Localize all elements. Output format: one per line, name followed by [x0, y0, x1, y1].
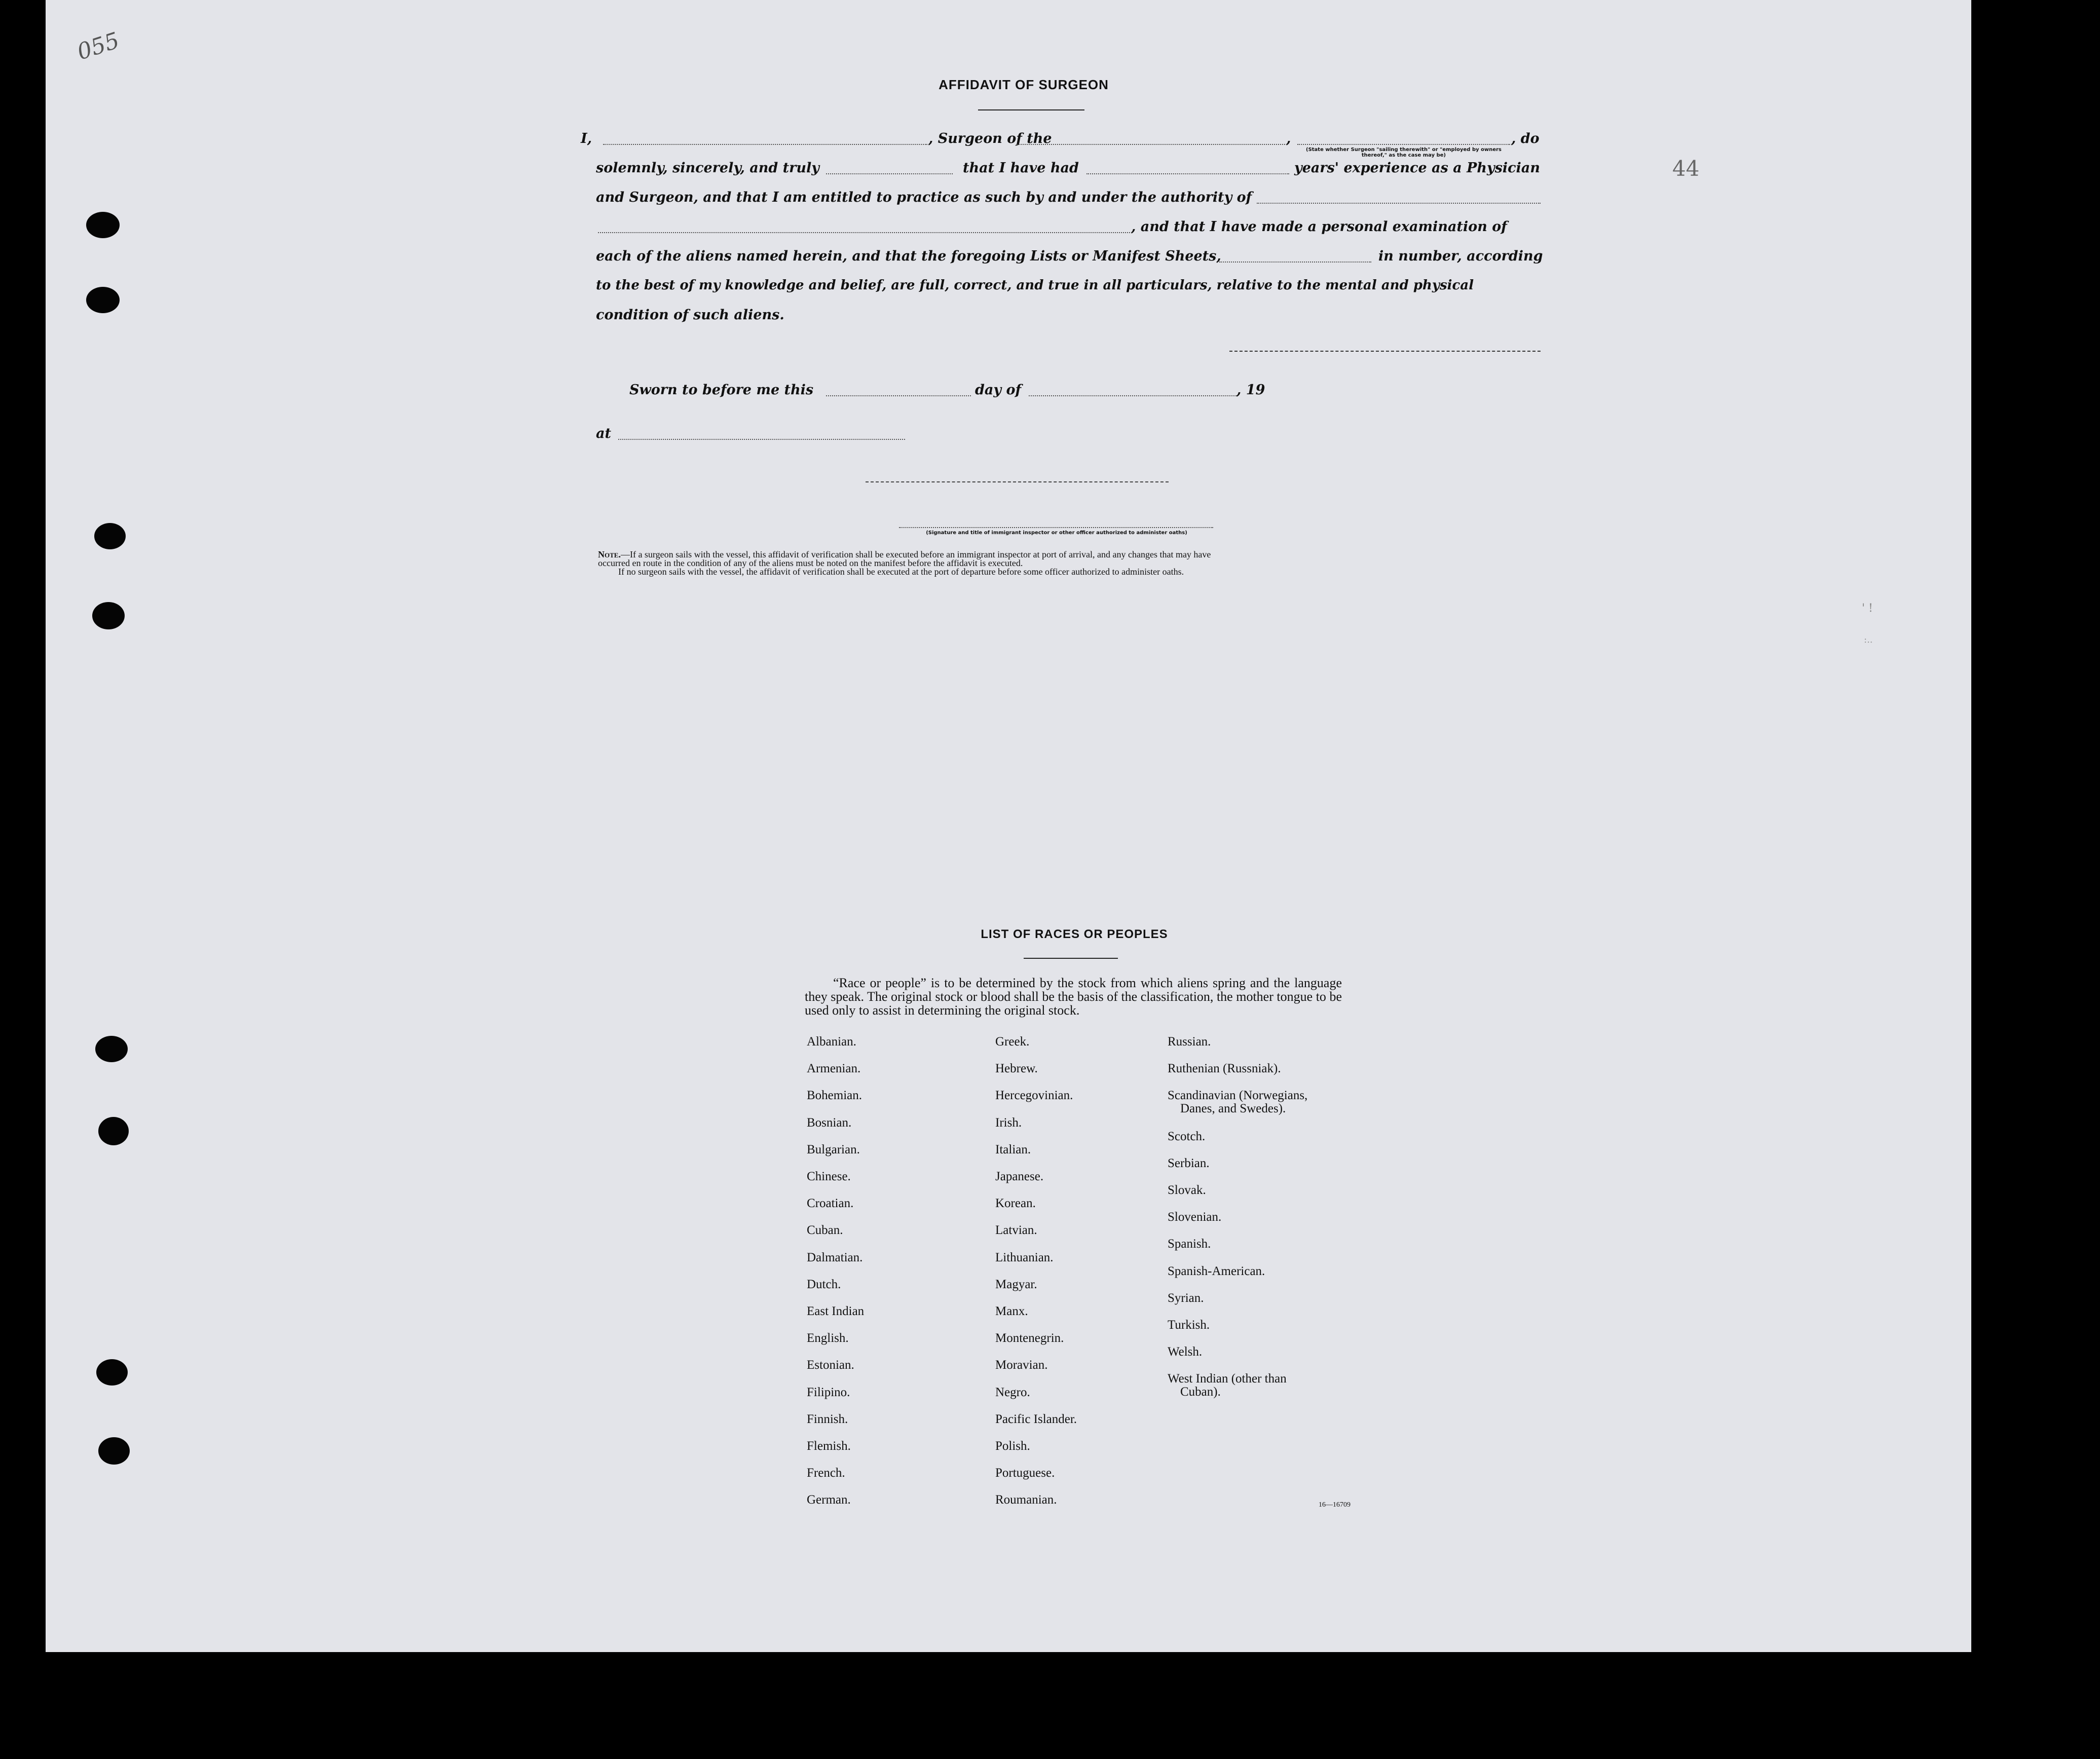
race-item: Syrian.	[1168, 1291, 1204, 1305]
punch-hole	[95, 1036, 128, 1062]
affidavit-line-2-start: solemnly, sincerely, and truly	[596, 160, 819, 176]
race-item: Bulgarian.	[807, 1142, 860, 1156]
race-item: Irish.	[995, 1115, 1022, 1130]
form-number: 16—16709	[1319, 1501, 1351, 1509]
race-item: Magyar.	[995, 1277, 1037, 1291]
race-item: Croatian.	[807, 1196, 854, 1211]
capacity-field-note: (State whether Surgeon "sailing therewith" or "employed by owners thereof," as the case may be)	[1306, 147, 1502, 158]
margin-mark: ' !	[1862, 602, 1873, 615]
race-item: Bohemian.	[807, 1089, 863, 1103]
race-item: Dutch.	[807, 1277, 841, 1291]
race-item: Hercegovinian.	[995, 1089, 1073, 1103]
race-item: Albanian.	[807, 1035, 856, 1049]
race-item: Moravian.	[995, 1358, 1048, 1372]
race-item: West Indian (other than Cuban).	[1168, 1372, 1287, 1399]
race-item: Cuban.	[807, 1223, 843, 1238]
affidavit-title: AFFIDAVIT OF SURGEON	[939, 77, 1109, 92]
race-item: Slovak.	[1168, 1183, 1206, 1197]
races-intro: “Race or people” is to be determined by the stock from which aliens spring and the language they speak. The original stock or blood shall be the basis of the classification, the mother tongue to be used only to assist in determining the original stock.	[805, 976, 1342, 1018]
sworn-day-field	[826, 395, 971, 396]
affidavit-line-6: to the best of my knowledge and belief, are full, correct, and true in all particulars, relative to the mental and physical	[596, 278, 1474, 293]
race-item: East Indian	[807, 1304, 865, 1318]
affidavit-line-2-end: years' experience as a Physician	[1294, 160, 1540, 176]
race-item: Hebrew.	[995, 1062, 1038, 1076]
race-item: Roumanian.	[995, 1493, 1057, 1507]
affidavit-line-7: condition of such aliens.	[596, 307, 784, 323]
affidavit-line-1-comma: ,	[1286, 131, 1291, 146]
sheets-count-field	[1219, 261, 1371, 263]
race-item: German.	[807, 1493, 851, 1507]
oath-field	[826, 173, 953, 174]
document-page	[46, 0, 1971, 1652]
sworn-year: , 19	[1236, 382, 1265, 398]
race-item: Lithuanian.	[995, 1250, 1054, 1264]
race-item: Polish.	[995, 1439, 1030, 1453]
capacity-field	[1297, 144, 1510, 145]
race-item: Spanish-American.	[1168, 1264, 1265, 1278]
affidavit-line-4: , and that I have made a personal examination of	[1131, 219, 1507, 235]
punch-hole	[92, 602, 125, 629]
margin-mark: :..	[1864, 634, 1873, 645]
punch-hole	[86, 287, 120, 313]
race-item: Welsh.	[1168, 1345, 1203, 1359]
race-item: Finnish.	[807, 1412, 848, 1426]
races-title-underline	[1024, 958, 1118, 959]
signature-caption: (Signature and title of immigrant inspector or other officer authorized to administer oaths)	[926, 530, 1187, 536]
race-item: Japanese.	[995, 1170, 1044, 1183]
race-item: Armenian.	[807, 1062, 861, 1076]
at-label: at	[596, 426, 611, 441]
race-item: Bosnian.	[807, 1115, 852, 1130]
punch-hole	[94, 523, 126, 549]
surgeon-signature-line	[1229, 351, 1541, 352]
race-item: Italian.	[995, 1142, 1031, 1156]
sworn-text: Sworn to before me this	[629, 382, 814, 398]
affidavit-note	[598, 550, 1546, 576]
note-text-1: —If a surgeon sails with the vessel, this affidavit of verification shall be executed before an immigrant inspector at port of arrival, and any changes that may have	[620, 549, 1211, 559]
race-item: Montenegrin.	[995, 1331, 1064, 1345]
sworn-month-field	[1029, 395, 1236, 396]
corner-handwritten-mark: 055	[74, 27, 123, 65]
race-item: Ruthenian (Russniak).	[1168, 1062, 1281, 1076]
race-item: English.	[807, 1331, 849, 1345]
note-heading: Note.	[598, 549, 621, 559]
inspector-title-line	[899, 527, 1213, 528]
race-item: French.	[807, 1466, 845, 1480]
punch-hole	[96, 1359, 128, 1386]
punch-hole	[86, 212, 120, 238]
race-item: Manx.	[995, 1304, 1028, 1318]
race-item: Portuguese.	[995, 1466, 1055, 1480]
sworn-day-of: day of	[975, 382, 1022, 398]
affidavit-line-5-start: each of the aliens named herein, and that the foregoing Lists or Manifest Sheets,	[596, 248, 1221, 264]
race-item: Scandinavian (Norwegians, Danes, and Swedes).	[1168, 1089, 1308, 1116]
race-item: Scotch.	[1168, 1129, 1206, 1143]
vessel-field	[1017, 144, 1285, 145]
race-item: Estonian.	[807, 1358, 854, 1372]
race-item: Latvian.	[995, 1223, 1037, 1238]
title-underline	[978, 109, 1084, 110]
race-item: Chinese.	[807, 1170, 851, 1183]
affidavit-line-2-mid: that I have had	[963, 160, 1079, 176]
at-place-field	[618, 439, 905, 440]
affidavit-line-1-i: I,	[581, 131, 592, 146]
race-item: Pacific Islander.	[995, 1412, 1077, 1426]
affidavit-line-3: and Surgeon, and that I am entitled to practice as such by and under the authority of	[596, 190, 1252, 205]
affidavit-line-5-end: in number, according	[1378, 248, 1543, 264]
races-title: LIST OF RACES OR PEOPLES	[981, 927, 1168, 941]
race-item: Flemish.	[807, 1439, 851, 1453]
race-item: Filipino.	[807, 1385, 850, 1399]
race-item: Russian.	[1168, 1035, 1211, 1049]
affidavit-line-1-surgeon: , Surgeon of the	[928, 131, 1052, 146]
race-item: Slovenian.	[1168, 1210, 1222, 1224]
authority-field-continued	[598, 232, 1130, 233]
years-field	[1086, 173, 1289, 174]
punch-hole	[98, 1117, 129, 1145]
note-line-2: occurred en route in the condition of any of the aliens must be noted on the manifest before the affidavit is executed.	[598, 558, 1023, 568]
note-line-3: If no surgeon sails with the vessel, the affidavit of verification shall be executed at the port of departure before some officer authorized to administer oaths.	[618, 567, 1184, 577]
inspector-signature-line	[866, 481, 1169, 482]
race-item: Negro.	[995, 1385, 1030, 1399]
authority-field	[1257, 203, 1541, 204]
affidavit-line-1-do: , do	[1511, 131, 1540, 146]
race-item: Dalmatian.	[807, 1250, 863, 1264]
race-item: Serbian.	[1168, 1156, 1210, 1170]
page-number: 44	[1672, 156, 1700, 181]
punch-hole	[98, 1437, 130, 1465]
race-item: Korean.	[995, 1196, 1036, 1211]
race-item: Greek.	[995, 1035, 1030, 1049]
race-item: Spanish.	[1168, 1237, 1211, 1251]
surgeon-name-field	[603, 144, 927, 145]
race-item: Turkish.	[1168, 1318, 1210, 1332]
